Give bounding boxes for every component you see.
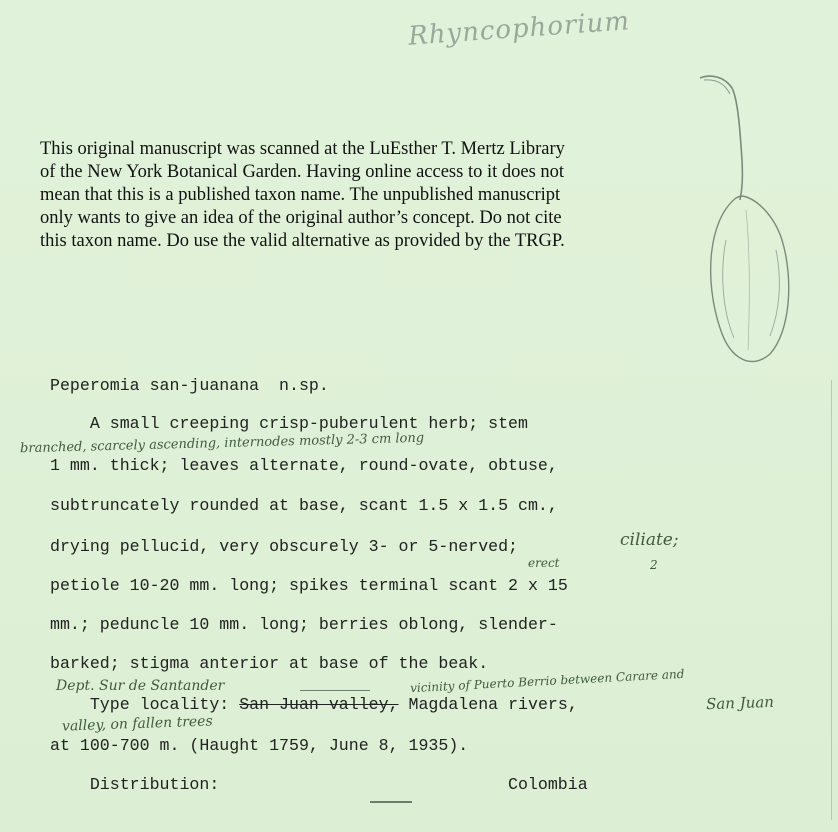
handwritten-san-juan: San Juan [705,692,775,714]
handwritten-superscript: 2 [650,558,658,572]
handwritten-erect: erect [528,556,560,570]
description-line: subtruncately rounded at base, scant 1.5 x 1.5 cm., [50,496,558,515]
handwritten-dash [300,690,370,691]
notice-line: mean that this is a published taxon name. The unpublished manuscript [40,185,561,205]
handwritten-valley: valley, on fallen trees [61,713,213,735]
handwritten-genus-annotation: Rhyncophorium [407,6,631,52]
type-locality-label: Type locality: [50,695,230,714]
notice-line: This original manuscript was scanned at the LuEsther T. Mertz Library [40,139,565,159]
handwritten-dash [370,801,412,803]
handwritten-department: Dept. Sur de Santander [56,678,225,694]
description-line: mm.; peduncle 10 mm. long; berries oblong, slender- [50,615,558,634]
distribution-value: Colombia [508,775,588,794]
handwritten-vicinity: vicinity of Puerto Berrio between Carare and [409,666,685,696]
struck-locality: San Juan valley, [239,695,399,714]
collection-line: at 100-700 m. (Haught 1759, June 8, 1935). [50,736,469,755]
description-line: 1 mm. thick; leaves alternate, round-ovate, obtuse, [50,456,558,475]
description-line: petiole 10-20 mm. long; spikes terminal scant 2 x 15 [50,576,568,595]
page-edge [831,380,832,820]
description-line: drying pellucid, very obscurely 3- or 5-nerved; [50,537,519,556]
handwritten-ciliate: ciliate; [620,530,679,550]
berry-sketch-drawing [690,70,810,370]
handwritten-stem-insert: branched, scarcely ascending, internodes mostly 2-3 cm long [19,430,425,457]
notice-line: this taxon name. Do use the valid alternative as provided by the TRGP. [40,231,565,251]
species-title: Peperomia san-juanana n.sp. [50,376,329,395]
library-notice [40,138,680,253]
notice-line: only wants to give an idea of the original author’s concept. Do not cite [40,208,562,228]
locality-rivers: Magdalena rivers, [408,695,578,714]
description-line: A small creeping crisp-puberulent herb; stem [50,414,528,433]
distribution-label: Distribution: [50,775,220,794]
type-locality-line [50,695,578,714]
notice-line: of the New York Botanical Garden. Having online access to it does not [40,162,565,182]
description-line: barked; stigma anterior at base of the beak. [50,654,489,673]
